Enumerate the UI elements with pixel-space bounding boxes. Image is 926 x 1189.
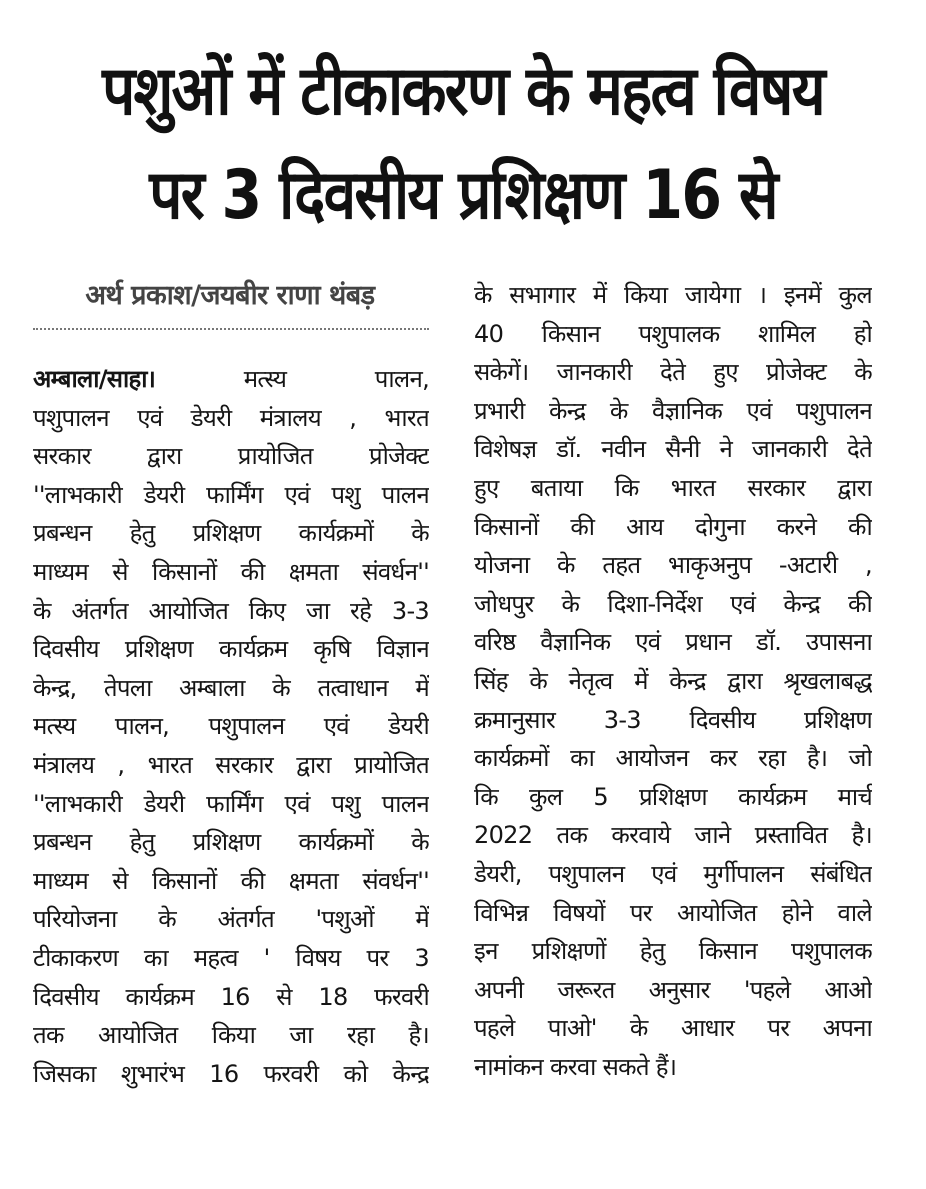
article-line: टीकाकरण का महत्व ' विषय पर 3 (33, 943, 429, 972)
dateline: अम्बाला/साहा। (33, 365, 156, 393)
article-line: विभिन्न विषयों पर आयोजित होने वाले (474, 898, 872, 927)
article-line: के अंतर्गत आयोजित किए जा रहे 3-3 (33, 596, 429, 625)
headline-line-1: पशुओं में टीकाकरण के महत्व विषय (102, 52, 824, 131)
article-line: मत्स्य पालन, पशुपालन एवं डेयरी (33, 712, 429, 741)
article-line: कार्यक्रमों का आयोजन कर रहा है। जो (474, 744, 872, 773)
byline-divider (33, 328, 429, 330)
article-line: मंत्रालय , भारत सरकार द्वारा प्रायोजित (33, 750, 429, 779)
article-line: वरिष्ठ वैज्ञानिक एवं प्रधान डॉ. उपासना (474, 628, 872, 657)
article-line: के सभागार में किया जायेगा । इनमें कुल (474, 281, 872, 309)
article-line: पशुपालन एवं डेयरी मंत्रालय , भारत (33, 403, 429, 432)
headline (77, 40, 849, 248)
article-line: माध्यम से किसानों की क्षमता संवर्धन'' (33, 866, 429, 895)
article-line: अपनी जरूरत अनुसार 'पहले आओ (474, 975, 872, 1004)
article-line: परियोजना के अंतर्गत 'पशुओं में (33, 905, 429, 934)
article-line: सरकार द्वारा प्रायोजित प्रोजेक्ट (33, 442, 429, 471)
article-line: क्रमानुसार 3-3 दिवसीय प्रशिक्षण (474, 705, 872, 734)
article-line: केन्द्र, तेपला अम्बाला के तत्वाधान में (33, 673, 429, 702)
article-line: पहले पाओ' के आधार पर अपना (474, 1014, 872, 1043)
article-line: हुए बताया कि भारत सरकार द्वारा (474, 473, 872, 502)
article-line: नामांकन करवा सकते हैं। (474, 1052, 677, 1081)
article-line: कि कुल 5 प्रशिक्षण कार्यक्रम मार्च (474, 782, 872, 811)
article-line: सिंह के नेतृत्व में केन्द्र द्वारा श्रृखलाबद्ध (474, 666, 872, 695)
article-line: प्रभारी केन्द्र के वैज्ञानिक एवं पशुपालन (474, 396, 872, 425)
article-line: 2022 तक करवाये जाने प्रस्तावित है। (474, 821, 872, 850)
article-line: जिसका शुभारंभ 16 फरवरी को केन्द्र (33, 1059, 429, 1088)
article-line: 40 किसान पशुपालक शामिल हो (474, 319, 872, 348)
article-line: किसानों की आय दोगुना करने की (474, 512, 872, 541)
article-line: विशेषज्ञ डॉ. नवीन सैनी ने जानकारी देते (474, 435, 872, 464)
article-line: इन प्रशिक्षणों हेतु किसान पशुपालक (474, 937, 872, 966)
article-line: ''लाभकारी डेयरी फार्मिंग एवं पशु पालन (33, 789, 429, 818)
article-column-left (33, 360, 429, 1093)
article-line: तक आयोजित किया जा रहा है। (33, 1021, 429, 1050)
article-line: जोधपुर के दिशा-निर्देश एवं केन्द्र की (474, 589, 872, 618)
article-line: सकेगें। जानकारी देते हुए प्रोजेक्ट के (474, 358, 872, 387)
article-line: प्रबन्धन हेतु प्रशिक्षण कार्यक्रमों के (33, 519, 429, 548)
article-line: दिवसीय कार्यक्रम 16 से 18 फरवरी (33, 982, 429, 1011)
article-line: प्रबन्धन हेतु प्रशिक्षण कार्यक्रमों के (33, 828, 429, 857)
article-line: दिवसीय प्रशिक्षण कार्यक्रम कृषि विज्ञान (33, 635, 429, 664)
article-line: माध्यम से किसानों की क्षमता संवर्धन'' (33, 557, 429, 586)
article-line: डेयरी, पशुपालन एवं मुर्गीपालन संबंधित (474, 859, 872, 888)
article-line: ''लाभकारी डेयरी फार्मिंग एवं पशु पालन (33, 480, 429, 509)
byline: अर्थ प्रकाश/जयबीर राणा थंबड़ (85, 280, 375, 311)
article-column-right (474, 276, 872, 1086)
article-line: अम्बाला/साहा। मत्स्य पालन, (33, 365, 429, 393)
headline-line-2: पर 3 दिवसीय प्रशिक्षण 16 से (149, 156, 777, 235)
article-line: योजना के तहत भाकृअनुप -अटारी , (474, 551, 872, 580)
